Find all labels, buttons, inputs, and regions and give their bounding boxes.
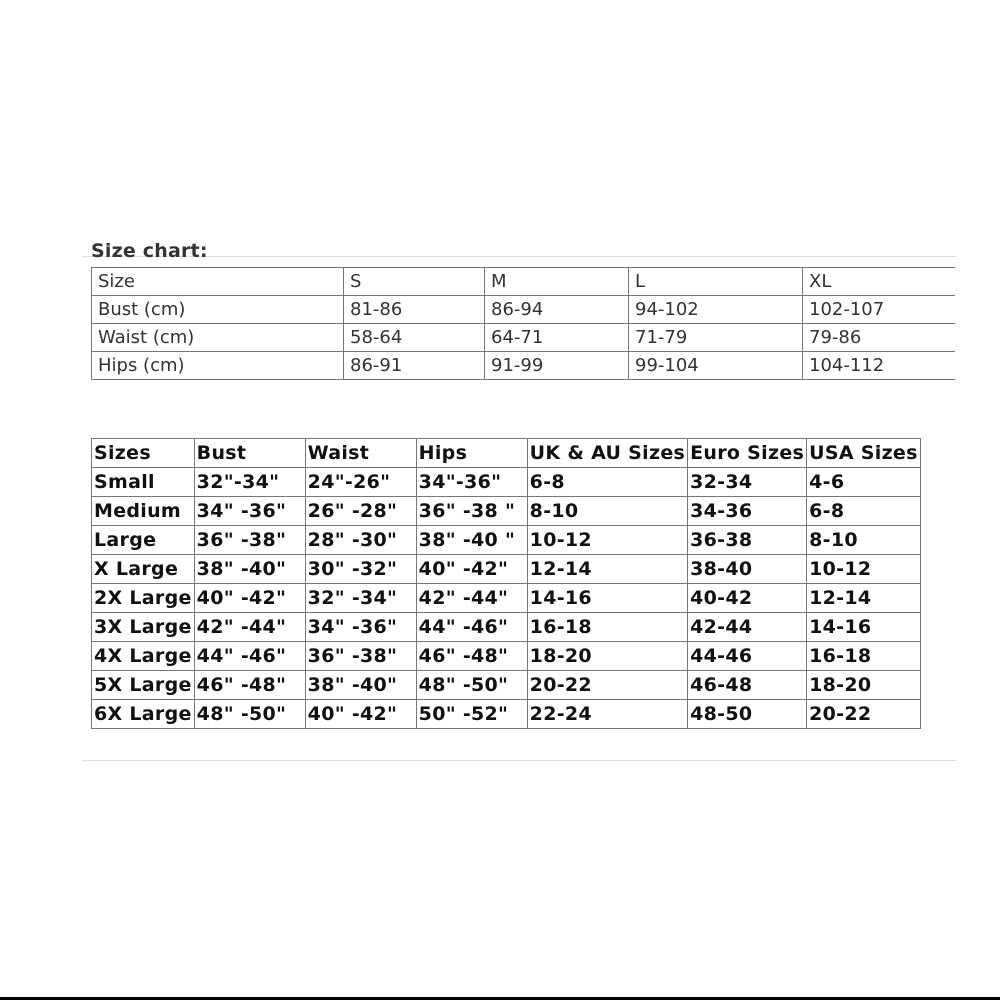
euro-cell: 42-44 <box>688 613 807 642</box>
usa-cell: 4-6 <box>807 468 921 497</box>
cm-size-table <box>91 267 955 380</box>
hips-cell: 40" -42" <box>416 555 527 584</box>
inch-row <box>92 584 921 613</box>
size-name-cell: Medium <box>92 497 195 526</box>
uk-au-cell: 16-18 <box>527 613 687 642</box>
size-name-cell: 3X Large <box>92 613 195 642</box>
cm-cell: 94-102 <box>629 296 803 324</box>
usa-cell: 14-16 <box>807 613 921 642</box>
bust-cell: 38" -40" <box>194 555 305 584</box>
cm-header-cell: M <box>485 268 629 296</box>
size-name-cell: 5X Large <box>92 671 195 700</box>
bust-cell: 40" -42" <box>194 584 305 613</box>
bust-cell: 36" -38" <box>194 526 305 555</box>
waist-cell: 28" -30" <box>305 526 416 555</box>
bust-cell: 34" -36" <box>194 497 305 526</box>
uk-au-cell: 20-22 <box>527 671 687 700</box>
inch-header-row <box>92 439 921 468</box>
bust-cell: 44" -46" <box>194 642 305 671</box>
inch-header-cell: Hips <box>416 439 527 468</box>
inch-row <box>92 642 921 671</box>
cm-cell: 71-79 <box>629 324 803 352</box>
cm-row <box>92 352 955 380</box>
usa-cell: 10-12 <box>807 555 921 584</box>
cm-cell: Waist (cm) <box>92 324 344 352</box>
euro-cell: 44-46 <box>688 642 807 671</box>
euro-cell: 36-38 <box>688 526 807 555</box>
bottom-divider <box>82 760 956 761</box>
bust-cell: 48" -50" <box>194 700 305 729</box>
uk-au-cell: 6-8 <box>527 468 687 497</box>
inch-header-cell: USA Sizes <box>807 439 921 468</box>
hips-cell: 36" -38 " <box>416 497 527 526</box>
uk-au-cell: 10-12 <box>527 526 687 555</box>
hips-cell: 34"-36" <box>416 468 527 497</box>
size-name-cell: Large <box>92 526 195 555</box>
inch-row <box>92 671 921 700</box>
cm-header-cell: S <box>344 268 485 296</box>
usa-cell: 16-18 <box>807 642 921 671</box>
inch-size-table <box>91 438 921 729</box>
cm-cell: 86-91 <box>344 352 485 380</box>
euro-cell: 32-34 <box>688 468 807 497</box>
inch-row <box>92 526 921 555</box>
uk-au-cell: 12-14 <box>527 555 687 584</box>
top-divider <box>82 256 956 257</box>
hips-cell: 42" -44" <box>416 584 527 613</box>
euro-cell: 48-50 <box>688 700 807 729</box>
waist-cell: 38" -40" <box>305 671 416 700</box>
size-name-cell: 6X Large <box>92 700 195 729</box>
waist-cell: 40" -42" <box>305 700 416 729</box>
uk-au-cell: 22-24 <box>527 700 687 729</box>
inch-header-cell: Bust <box>194 439 305 468</box>
hips-cell: 50" -52" <box>416 700 527 729</box>
inch-header-cell: Sizes <box>92 439 195 468</box>
cm-cell: 99-104 <box>629 352 803 380</box>
waist-cell: 26" -28" <box>305 497 416 526</box>
cm-cell: 86-94 <box>485 296 629 324</box>
bust-cell: 42" -44" <box>194 613 305 642</box>
euro-cell: 40-42 <box>688 584 807 613</box>
hips-cell: 46" -48" <box>416 642 527 671</box>
cm-cell: Bust (cm) <box>92 296 344 324</box>
euro-cell: 38-40 <box>688 555 807 584</box>
usa-cell: 12-14 <box>807 584 921 613</box>
cm-header-cell: XL <box>803 268 955 296</box>
usa-cell: 20-22 <box>807 700 921 729</box>
size-name-cell: Small <box>92 468 195 497</box>
cm-header-cell: L <box>629 268 803 296</box>
uk-au-cell: 8-10 <box>527 497 687 526</box>
bust-cell: 32"-34" <box>194 468 305 497</box>
hips-cell: 44" -46" <box>416 613 527 642</box>
cm-header-row <box>92 268 955 296</box>
cm-row <box>92 296 955 324</box>
cm-header-cell: Size <box>92 268 344 296</box>
hips-cell: 38" -40 " <box>416 526 527 555</box>
cm-cell: 58-64 <box>344 324 485 352</box>
cm-cell: 64-71 <box>485 324 629 352</box>
cm-cell: 104-112 <box>803 352 955 380</box>
waist-cell: 32" -34" <box>305 584 416 613</box>
size-name-cell: 2X Large <box>92 584 195 613</box>
uk-au-cell: 18-20 <box>527 642 687 671</box>
size-name-cell: 4X Large <box>92 642 195 671</box>
chart-title: Size chart: <box>91 240 208 262</box>
waist-cell: 36" -38" <box>305 642 416 671</box>
cm-cell: 91-99 <box>485 352 629 380</box>
waist-cell: 24"-26" <box>305 468 416 497</box>
cm-cell: Hips (cm) <box>92 352 344 380</box>
cm-cell: 102-107 <box>803 296 955 324</box>
euro-cell: 46-48 <box>688 671 807 700</box>
inch-row <box>92 468 921 497</box>
uk-au-cell: 14-16 <box>527 584 687 613</box>
usa-cell: 8-10 <box>807 526 921 555</box>
usa-cell: 18-20 <box>807 671 921 700</box>
waist-cell: 30" -32" <box>305 555 416 584</box>
size-name-cell: X Large <box>92 555 195 584</box>
inch-row <box>92 700 921 729</box>
inch-row <box>92 555 921 584</box>
usa-cell: 6-8 <box>807 497 921 526</box>
cm-cell: 81-86 <box>344 296 485 324</box>
cm-cell: 79-86 <box>803 324 955 352</box>
inch-row <box>92 497 921 526</box>
inch-row <box>92 613 921 642</box>
inch-header-cell: Waist <box>305 439 416 468</box>
inch-header-cell: UK & AU Sizes <box>527 439 687 468</box>
hips-cell: 48" -50" <box>416 671 527 700</box>
cm-row <box>92 324 955 352</box>
inch-header-cell: Euro Sizes <box>688 439 807 468</box>
bust-cell: 46" -48" <box>194 671 305 700</box>
euro-cell: 34-36 <box>688 497 807 526</box>
waist-cell: 34" -36" <box>305 613 416 642</box>
